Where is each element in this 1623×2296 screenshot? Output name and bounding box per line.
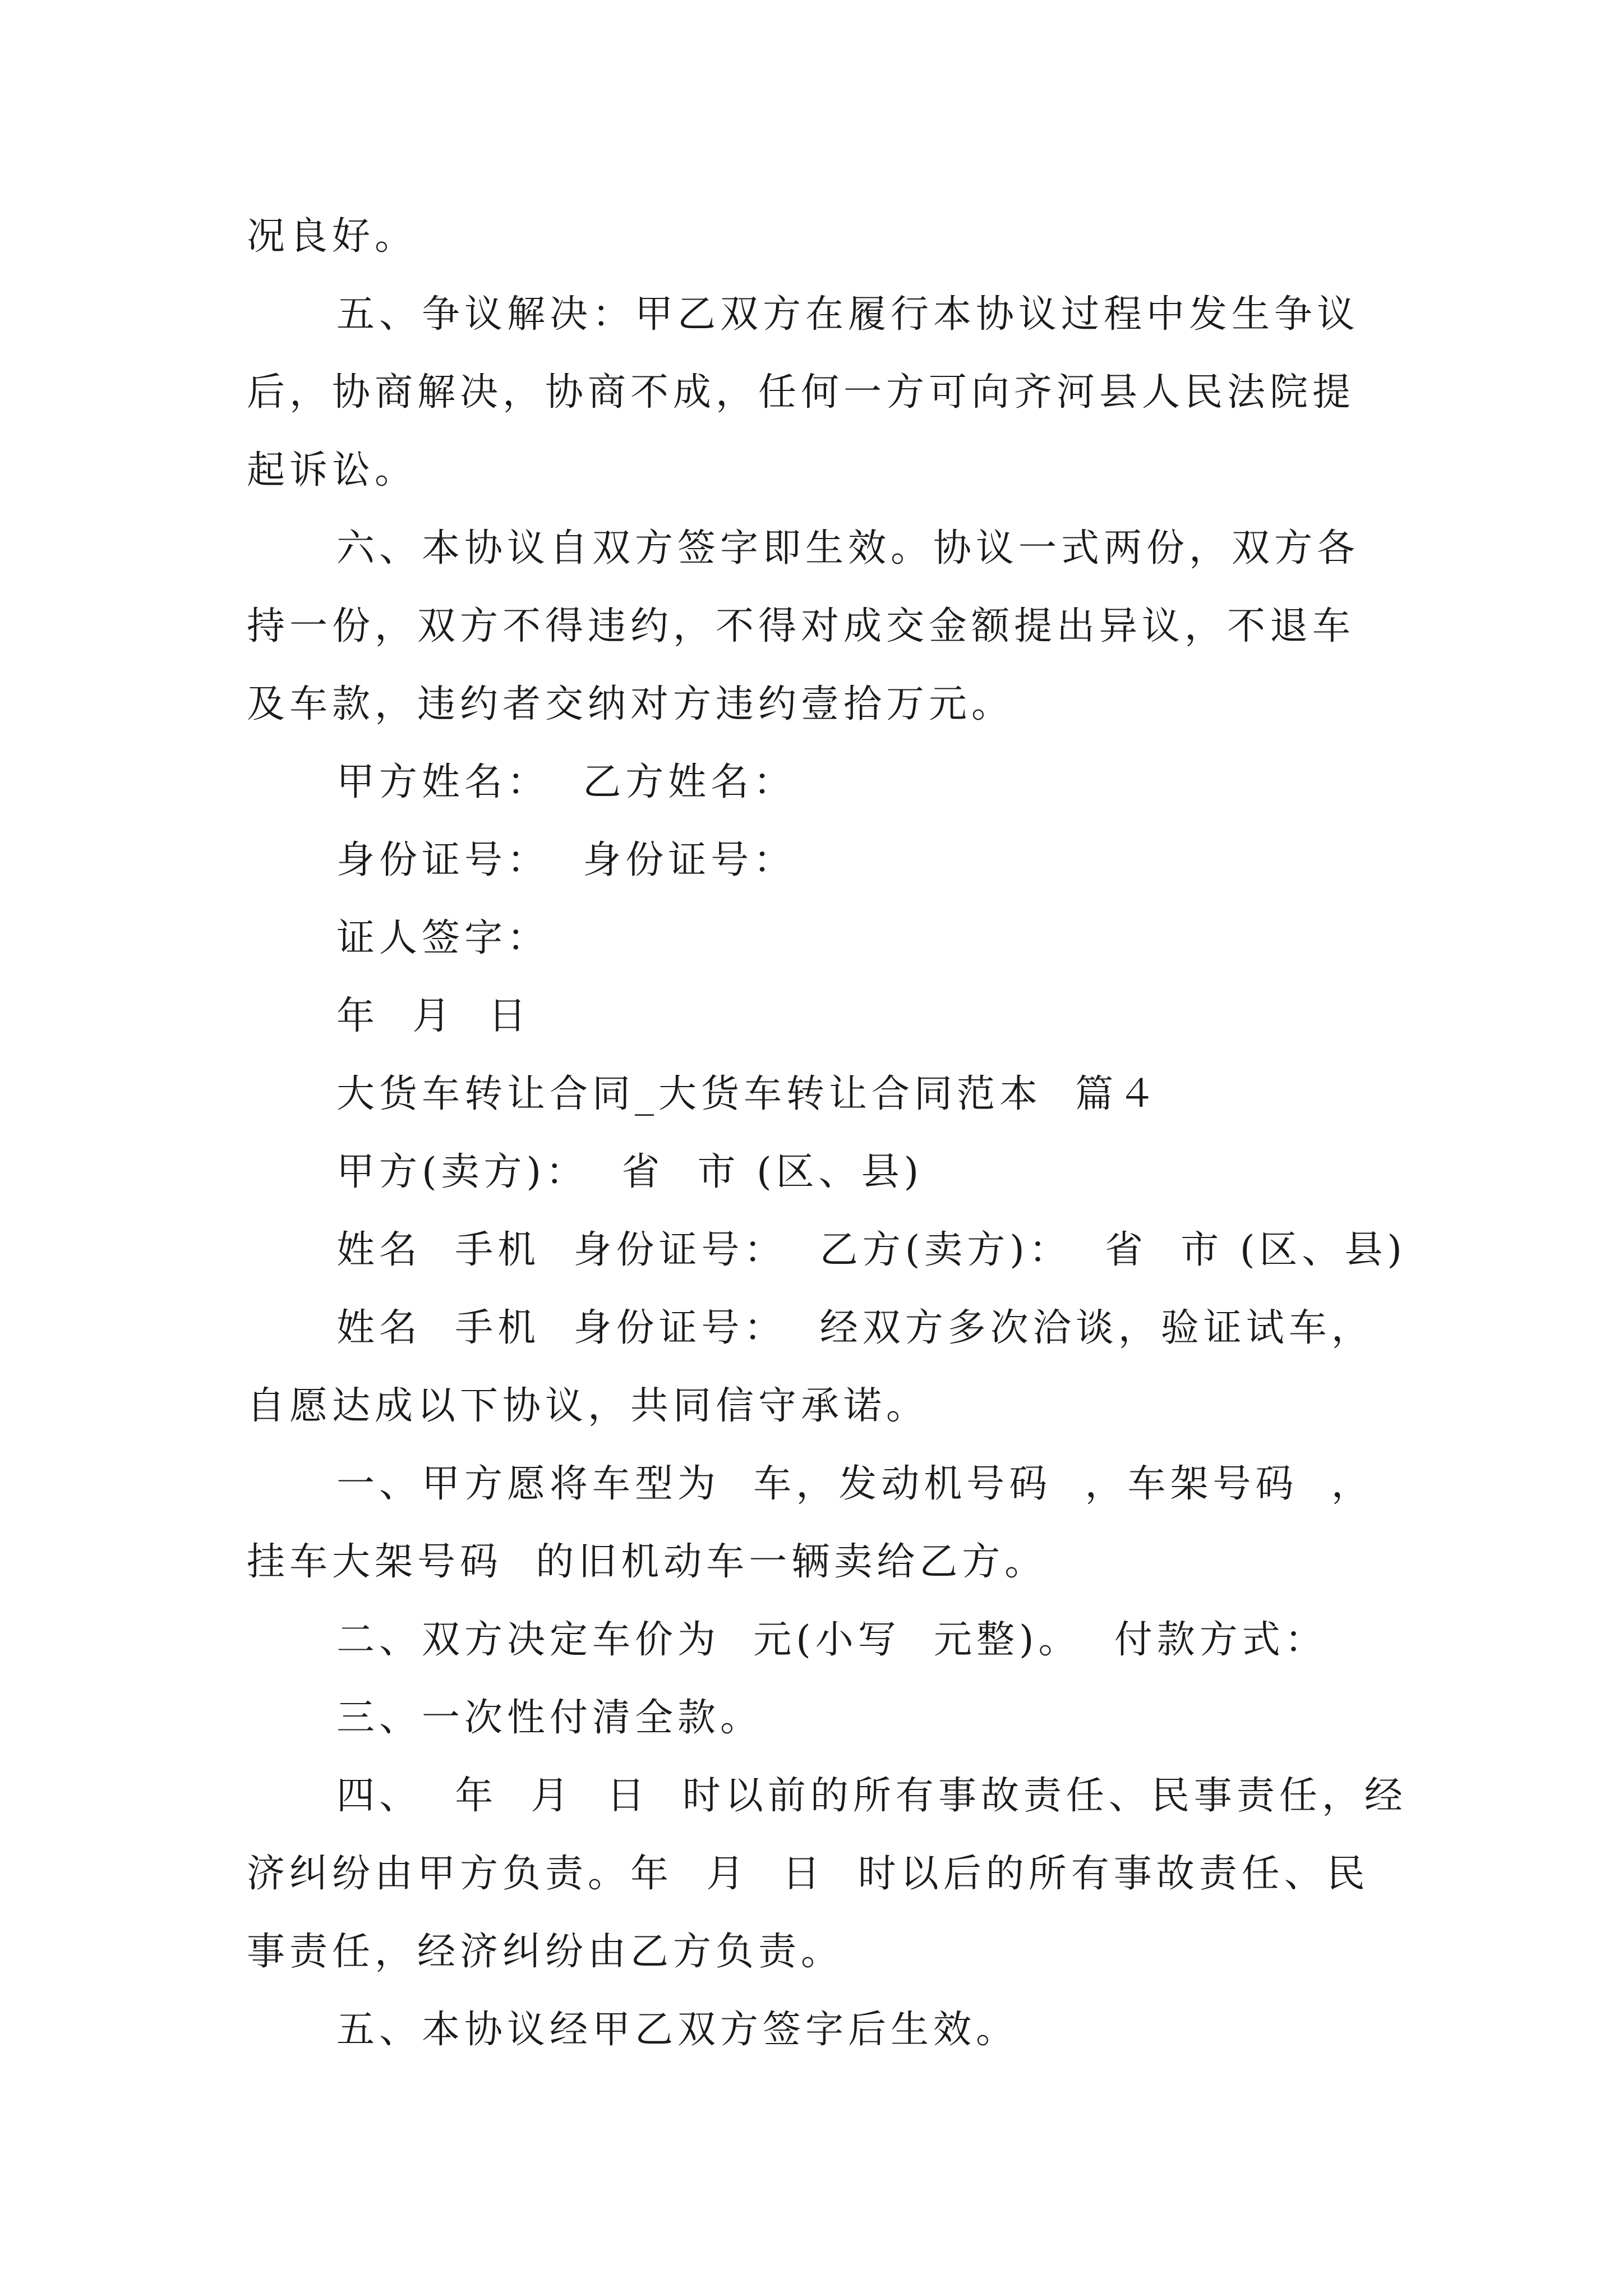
text-line: 后，协商解决，协商不成，任何一方可向齐河县人民法院提: [247, 370, 1355, 415]
text-line: 二、双方决定车价为 元(小写 元整)。 付款方式：: [336, 1618, 1327, 1662]
text-line: 四、 年 月 日 时以前的所有事故责任、民事责任，经: [336, 1774, 1407, 1818]
text-line: 自愿达成以下协议，共同信守承诺。: [247, 1384, 929, 1428]
text-line: 起诉讼。: [247, 448, 418, 493]
text-line: 六、本协议自双方签字即生效。协议一式两份，双方各: [336, 526, 1360, 570]
text-line: 身份证号： 身份证号：: [336, 838, 796, 882]
text-line: 事责任，经济纠纷由乙方负责。: [247, 1930, 844, 1974]
text-line: 三、一次性付清全款。: [336, 1696, 763, 1740]
text-line: 年 月 日: [336, 994, 531, 1038]
text-line: 证人签字：: [336, 916, 550, 960]
section-heading: 大货车转让合同_大货车转让合同范本 篇４: [336, 1072, 1161, 1116]
text-line: 一、甲方愿将车型为 车，发动机号码 ，车架号码 ，: [336, 1462, 1374, 1506]
text-line: 甲方(卖方)： 省 市 (区、县): [336, 1150, 924, 1194]
text-line: 济纠纷由甲方负责。年 月 日 时以后的所有事故责任、民: [247, 1852, 1370, 1896]
text-line: 况良好。: [247, 214, 418, 259]
text-line: 挂车大架号码 的旧机动车一辆卖给乙方。: [247, 1540, 1048, 1584]
text-line: 姓名 手机 身份证号： 乙方(卖方)： 省 市 (区、县): [336, 1228, 1407, 1272]
text-line: 五、争议解决：甲乙双方在履行本协议过程中发生争议: [336, 292, 1360, 337]
text-line: 及车款，违约者交纳对方违约壹拾万元。: [247, 682, 1015, 726]
text-line: 甲方姓名： 乙方姓名：: [336, 760, 796, 804]
text-line: 姓名 手机 身份证号： 经双方多次洽谈，验证试车，: [336, 1306, 1374, 1350]
text-line: 五、本协议经甲乙双方签字后生效。: [336, 2008, 1019, 2052]
text-line: 持一份，双方不得违约，不得对成交金额提出异议，不退车: [247, 604, 1355, 648]
